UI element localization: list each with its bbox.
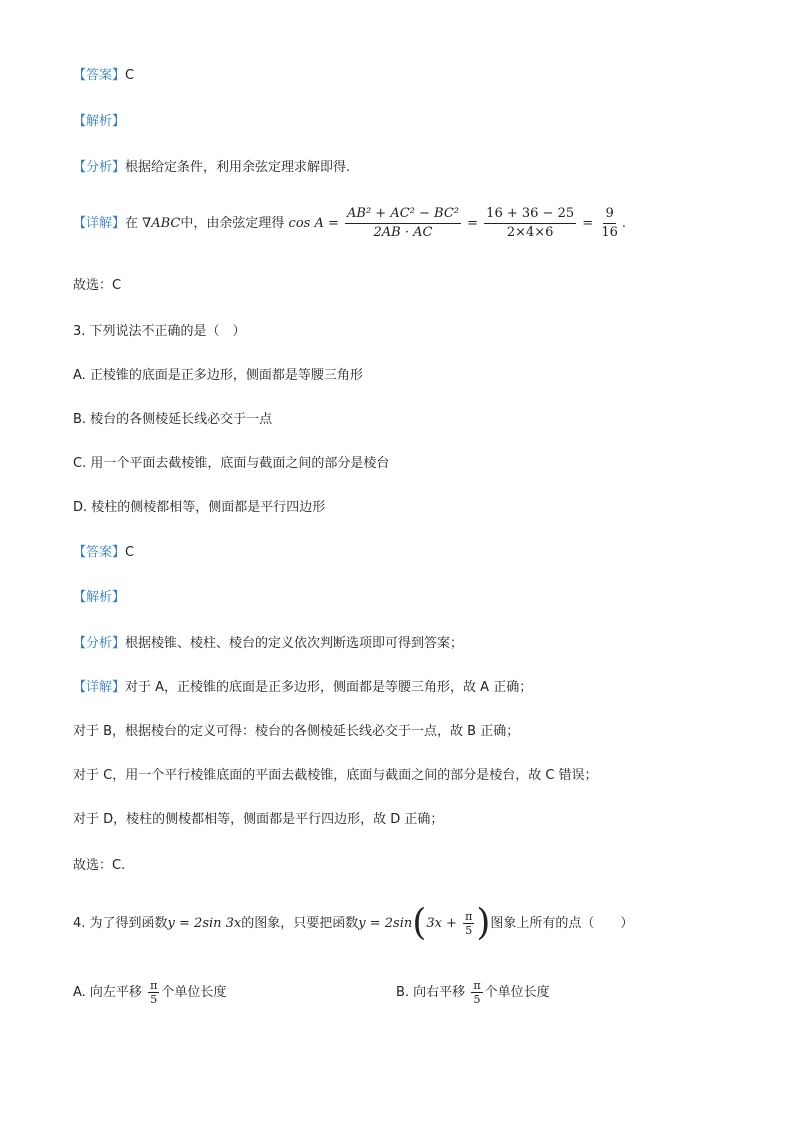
period: .	[621, 216, 626, 231]
analysis-tag: 【解析】	[73, 590, 126, 605]
left-paren: (	[412, 902, 427, 944]
fraction-numerator: AB² + AC² − BC²	[345, 205, 461, 224]
fraction-denominator: 2AB · AC	[373, 225, 433, 240]
q3-fenxi-line	[73, 634, 463, 654]
cos-lhs: cos A =	[288, 216, 339, 231]
q3-option-c: C. 用一个平面去截棱锥，底面与截面之间的部分是棱台	[73, 456, 390, 471]
q2-answer-line	[73, 66, 134, 86]
q3-analysis-line	[73, 588, 125, 608]
fraction-denominator: 2×4×6	[506, 225, 554, 240]
detail-tag: 【详解】	[73, 680, 126, 695]
fenxi-tag: 【分析】	[73, 636, 126, 651]
answer-tag: 【答案】	[73, 68, 126, 83]
q3-option-a: A. 正棱锥的底面是正多边形，侧面都是等腰三角形	[73, 368, 363, 383]
fraction-numerator: π	[465, 910, 473, 923]
detail-tag: 【详解】	[73, 216, 126, 231]
fraction-pi-over-5	[148, 979, 159, 1006]
q3-option-d: D. 棱柱的侧棱都相等，侧面都是平行四边形	[73, 500, 326, 515]
right-paren: )	[476, 902, 491, 944]
answer-value: C	[125, 68, 135, 83]
q4-stem-mid: 的图象，只要把函数	[241, 916, 359, 931]
fraction-cosine-law	[345, 205, 461, 242]
q2-choose-line: 故选：C	[73, 278, 122, 293]
function-2-inner: 3x +	[426, 916, 457, 931]
answer-value: C	[125, 545, 135, 560]
function-2: y = 2sin	[358, 916, 413, 931]
triangle-symbol: ∇ABC	[142, 216, 181, 231]
fenxi-tag: 【分析】	[73, 160, 126, 175]
q3-detail-c: 对于 C，用一个平行棱锥底面的平面去截棱锥，底面与截面之间的部分是棱台，故 C 错误；	[73, 768, 598, 783]
fenxi-text: 根据棱锥、棱柱、棱台的定义依次判断选项即可得到答案；	[125, 636, 464, 651]
fraction-pi-over-5	[463, 910, 474, 937]
option-a-pre: A. 向左平移	[73, 985, 142, 1000]
q4-option-a	[73, 978, 226, 1008]
analysis-tag: 【解析】	[73, 114, 126, 129]
fraction-numerator: π	[150, 979, 158, 992]
q4-stem-post: 图象上所有的点（ ）	[490, 916, 634, 931]
detail-pre: 在	[125, 216, 139, 231]
answer-tag: 【答案】	[73, 545, 126, 560]
q3-stem: 3. 下列说法不正确的是（ ）	[73, 324, 246, 339]
q3-detail-d: 对于 D，棱柱的侧棱都相等，侧面都是平行四边形，故 D 正确；	[73, 812, 444, 827]
fenxi-text: 根据给定条件，利用余弦定理求解即得.	[125, 160, 351, 175]
fraction-numerator: π	[473, 979, 481, 992]
q2-analysis-line	[73, 112, 125, 132]
fraction-result	[599, 205, 620, 242]
detail-mid: 中，由余弦定理得	[180, 216, 285, 231]
q4-stem-pre: 4. 为了得到函数	[73, 916, 168, 931]
equals-sign: =	[467, 216, 479, 231]
q3-option-b: B. 棱台的各侧棱延长线必交于一点	[73, 412, 273, 427]
fraction-denominator: 5	[150, 993, 158, 1006]
fraction-denominator: 5	[465, 924, 473, 937]
detail-a: 对于 A，正棱锥的底面是正多边形，侧面都是等腰三角形，故 A 正确；	[125, 680, 533, 695]
equals-sign: =	[582, 216, 594, 231]
q3-choose-line: 故选：C.	[73, 858, 126, 873]
q3-detail-line	[73, 678, 532, 698]
option-b-post: 个单位长度	[484, 985, 550, 1000]
q2-detail-line	[73, 204, 626, 244]
q4-option-b	[396, 978, 550, 1008]
fraction-denominator: 16	[601, 225, 618, 240]
fraction-numerator: 9	[603, 205, 615, 224]
function-1: y = 2sin 3x	[167, 916, 242, 931]
option-a-post: 个单位长度	[161, 985, 227, 1000]
fraction-numeric	[484, 205, 576, 242]
q4-stem	[73, 902, 633, 946]
option-b-pre: B. 向右平移	[396, 985, 466, 1000]
fraction-denominator: 5	[473, 993, 481, 1006]
q2-fenxi-line	[73, 158, 350, 178]
fraction-numerator: 16 + 36 − 25	[484, 205, 576, 224]
q3-detail-b: 对于 B，根据棱台的定义可得：棱台的各侧棱延长线必交于一点，故 B 正确；	[73, 724, 520, 739]
fraction-pi-over-5	[471, 979, 482, 1006]
q3-answer-line	[73, 543, 134, 563]
